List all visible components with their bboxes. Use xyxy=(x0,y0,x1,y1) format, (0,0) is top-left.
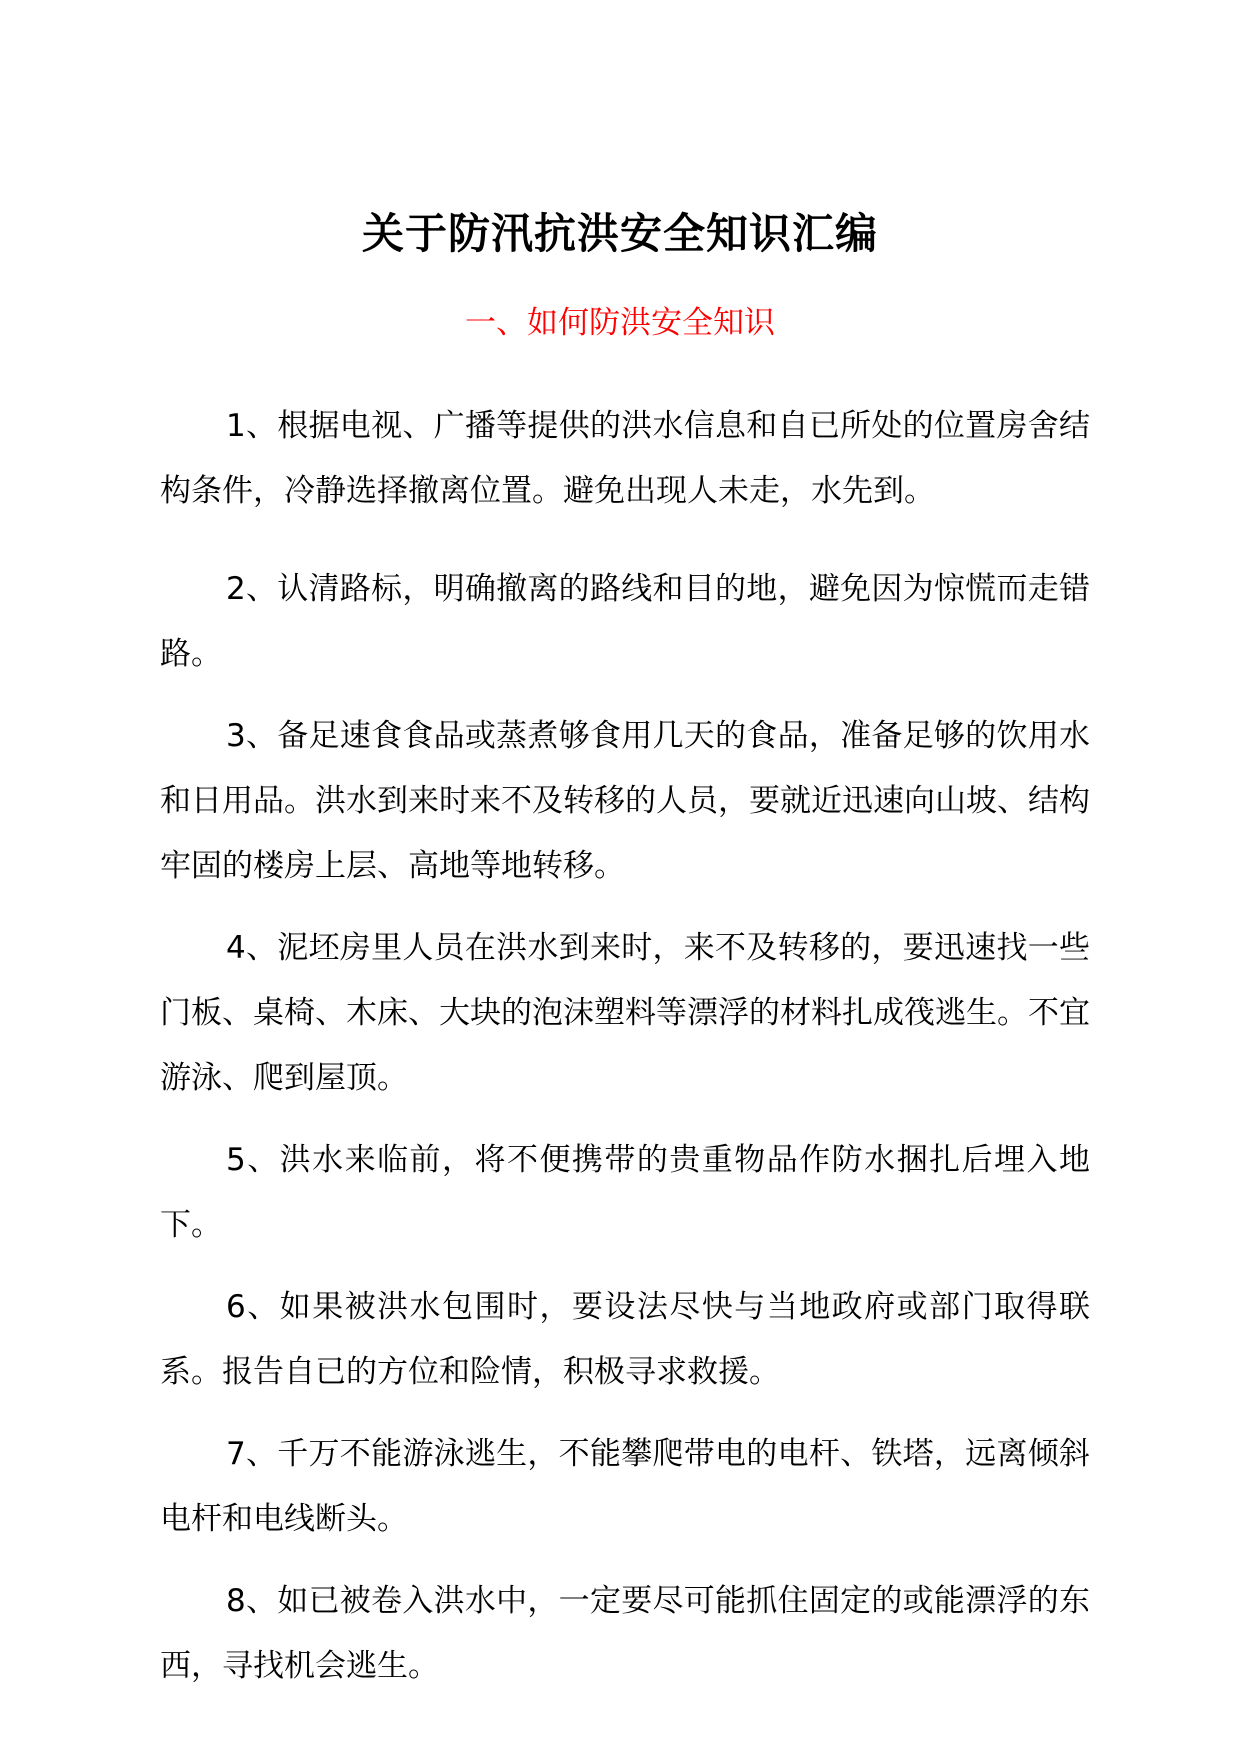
document-body xyxy=(160,394,1090,1716)
paragraph-6: 6、如果被洪水包围时，要设法尽快与当地政府或部门取得联系。报告自已的方位和险情，积极寻求救援。 xyxy=(160,1289,1090,1390)
paragraph-4: 4、泥坯房里人员在洪水到来时，来不及转移的，要迅速找一些门板、桌椅、木床、大块的泡沫塑料等漂浮的材料扎成筏逃生。不宜游泳、爬到屋顶。 xyxy=(160,930,1090,1096)
paragraph-1: 1、根据电视、广播等提供的洪水信息和自已所处的位置房舍结构条件，冷静选择撤离位置。避免出现人未走，水先到。 xyxy=(160,408,1090,509)
section-heading: 一、如何防洪安全知识 xyxy=(465,305,775,341)
paragraph-5: 5、洪水来临前，将不便携带的贵重物品作防水捆扎后埋入地下。 xyxy=(160,1142,1090,1243)
paragraph-3: 3、备足速食食品或蒸煮够食用几天的食品，准备足够的饮用水和日用品。洪水到来时来不及转移的人员，要就近迅速向山坡、结构牢固的楼房上层、高地等地转移。 xyxy=(160,718,1090,884)
paragraph-7: 7、千万不能游泳逃生，不能攀爬带电的电杆、铁塔，远离倾斜电杆和电线断头。 xyxy=(160,1436,1090,1537)
paragraph-8: 8、如已被卷入洪水中，一定要尽可能抓住固定的或能漂浮的东西，寻找机会逃生。 xyxy=(160,1583,1090,1684)
paragraph-2: 2、认清路标，明确撤离的路线和目的地，避免因为惊慌而走错路。 xyxy=(160,571,1090,672)
document-title: 关于防汛抗洪安全知识汇编 xyxy=(361,209,878,258)
